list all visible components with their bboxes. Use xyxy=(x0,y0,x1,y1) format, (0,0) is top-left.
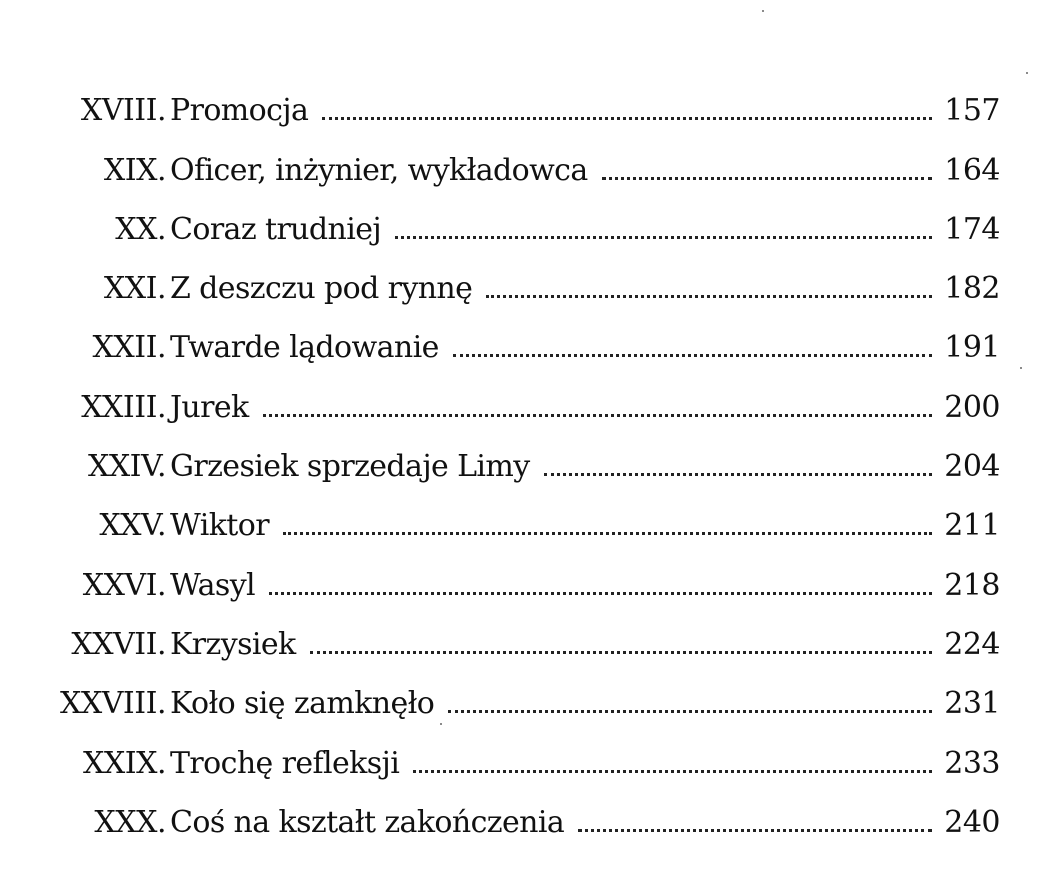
chapter-numeral: XIX. xyxy=(103,152,166,188)
dot-leader xyxy=(322,117,932,120)
scan-speck xyxy=(1026,72,1028,74)
chapter-numeral: XXI. xyxy=(103,271,166,307)
chapter-title: Z deszczu pod rynnę xyxy=(170,271,473,307)
page-number: 191 xyxy=(944,330,1000,366)
chapter-numeral: XXVIII. xyxy=(60,686,166,722)
chapter-title: Krzysiek xyxy=(170,626,296,662)
scan-speck xyxy=(440,723,442,725)
chapter-numeral: XXVII. xyxy=(71,626,166,662)
toc-entry xyxy=(40,189,1000,248)
toc-entry xyxy=(40,485,1000,544)
page-number: 233 xyxy=(944,745,1000,781)
chapter-numeral: XXV. xyxy=(99,508,166,544)
page-number: 200 xyxy=(944,389,1000,425)
chapter-title: Coś na kształt zakończenia xyxy=(170,804,565,840)
chapter-numeral: XXIII. xyxy=(81,389,166,425)
dot-leader xyxy=(263,414,932,417)
toc-entry xyxy=(40,248,1000,307)
page-number: 218 xyxy=(944,567,1000,603)
chapter-numeral: XXII. xyxy=(92,330,166,366)
scan-speck xyxy=(762,10,764,12)
page-number: 174 xyxy=(944,211,1000,247)
page-number: 182 xyxy=(944,271,1000,307)
page-number: 204 xyxy=(944,449,1000,485)
dot-leader xyxy=(486,295,932,298)
chapter-title: Koło się zamknęło xyxy=(170,686,435,722)
scan-speck xyxy=(1020,367,1022,369)
table-of-contents xyxy=(40,70,1000,841)
dot-leader xyxy=(544,473,932,476)
page-number: 240 xyxy=(944,804,1000,840)
chapter-title: Trochę refleksji xyxy=(170,745,400,781)
chapter-title: Jurek xyxy=(170,389,249,425)
toc-entry xyxy=(40,722,1000,781)
dot-leader xyxy=(395,236,932,239)
page-number: 231 xyxy=(944,686,1000,722)
toc-entry xyxy=(40,129,1000,188)
page-number: 211 xyxy=(944,508,1000,544)
toc-entry xyxy=(40,604,1000,663)
dot-leader xyxy=(310,651,932,654)
chapter-numeral: XXIX. xyxy=(83,745,166,781)
chapter-title: Wasyl xyxy=(170,567,256,603)
chapter-title: Grzesiek sprzedaje Limy xyxy=(170,449,530,485)
page-number: 164 xyxy=(944,152,1000,188)
dot-leader xyxy=(453,354,932,357)
page-number: 224 xyxy=(944,626,1000,662)
chapter-title: Twarde lądowanie xyxy=(170,330,439,366)
chapter-title: Coraz trudniej xyxy=(170,211,382,247)
toc-entry xyxy=(40,366,1000,425)
chapter-numeral: XXIV. xyxy=(87,449,166,485)
dot-leader xyxy=(602,177,932,180)
toc-entry xyxy=(40,307,1000,366)
chapter-numeral: XX. xyxy=(115,211,166,247)
dot-leader xyxy=(413,770,932,773)
chapter-title: Oficer, inżynier, wykładowca xyxy=(170,152,588,188)
toc-entry xyxy=(40,70,1000,129)
chapter-numeral: XXVI. xyxy=(82,567,166,603)
chapter-title: Wiktor xyxy=(170,508,269,544)
chapter-title: Promocja xyxy=(170,93,309,129)
page-number: 157 xyxy=(944,93,1000,129)
toc-entry xyxy=(40,544,1000,603)
toc-entry xyxy=(40,782,1000,841)
chapter-numeral: XVIII. xyxy=(80,93,166,129)
dot-leader xyxy=(269,592,932,595)
dot-leader xyxy=(578,829,932,832)
dot-leader xyxy=(448,710,932,713)
toc-entry xyxy=(40,663,1000,722)
toc-entry xyxy=(40,426,1000,485)
chapter-numeral: XXX. xyxy=(94,804,166,840)
dot-leader xyxy=(283,532,932,535)
